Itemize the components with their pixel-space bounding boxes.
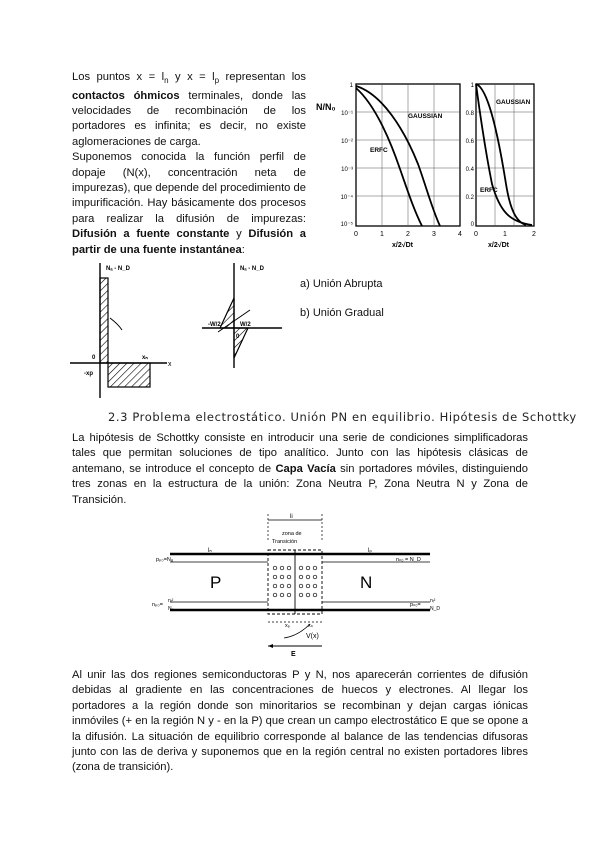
sub-p: p [214,76,220,86]
intro-text: Suponemos conocida la función perfil de dopaje (N(x), concentración neta de impurezas), que depende del procedimiento de impurificación. Hay básicamente dos procesos para realizar la difusión de impurezas: [72,151,306,225]
abrupt-xn: xₙ [142,355,148,361]
schottky-paragraph [72,431,528,508]
tick: 1 [380,231,384,238]
sub-n: n [164,76,169,86]
abrupt-negative-charge [108,363,150,387]
bold-term: Capa Vacía [275,462,336,475]
schottky-text: La hipótesis de Schottky consiste en introducir una serie de condiciones simplificadoras tales que permitan soluciones de tipo analítico. Junto con las hipótesis clásicas de antemano, se introduce el concepto de [72,432,528,475]
zone-label: zona de [282,531,302,537]
left-bottom-num: nᵢ² [168,598,174,604]
width-label: li [290,514,293,520]
gradual-zero: 0 [236,334,240,340]
gradual-axis-y: Nₐ - N_D [240,266,264,272]
pn-junction-diagram [148,510,448,660]
tick: 1 [349,83,353,89]
left-bottom-label: nₚ₀= [152,602,163,608]
abrupt-arrow [110,318,122,330]
tick: 0.6 [465,139,474,145]
abrupt-xp: -xp [84,371,93,377]
tick: 4 [458,231,462,238]
tick: 1 [503,231,507,238]
tick: 1 [470,83,474,89]
lp-label: lₙ [208,548,212,554]
intro-paragraph [72,70,306,258]
v-label: V(x) [306,633,319,640]
region-p: P [210,573,222,592]
intro-text: representan los [219,71,306,83]
right-curve-label: GAUSSIAN [496,99,531,106]
bold-term: contactos óhmicos [72,89,180,102]
bold-term: Difusión a partir de una fuente instantánea [72,228,307,256]
tick: 0.8 [465,111,474,117]
gradual-right-mark: W/2 [240,322,251,328]
right-top-label: nₙ₀ = N_D [396,557,421,563]
left-x-ticks [354,231,462,238]
tick: 10⁻² [341,139,353,145]
e-label: E [291,651,296,658]
gradual-positive-charge [220,298,234,328]
abrupt-positive-charge [100,278,108,363]
tick: 2 [406,231,410,238]
left-y-label: N/N₀ [316,102,336,112]
legend-gradual: b) Unión Gradual [300,307,384,319]
intro-text: y x = l [168,71,215,83]
right-bottom-label: pₙ₀= [410,602,421,608]
left-gaussian-curve [356,86,440,226]
junction-profiles [62,258,292,408]
abrupt-axis-x: x [168,361,172,368]
right-bottom-num: nᵢ² [430,598,436,604]
intro-text: Los puntos x = l [72,71,165,83]
left-x-label: x/2√Dt [392,242,413,249]
tick: 10⁻⁵ [340,222,353,228]
left-erfc-curve [356,88,422,226]
field-arrowhead [268,644,273,648]
right-x-ticks [474,231,536,238]
tick: 10⁻⁴ [340,195,353,201]
tick: 0 [470,222,474,228]
zone-label: Transición [272,539,298,545]
final-paragraph: Al unir las dos regiones semiconductoras P y N, nos aparecerán corrientes de difusión debidas al gradiente en las concentraciones de huecos y electrones. Al llegar los portadores a la región donde son minoritarios se recombinan y dejan cargas iónicas inmóviles (+ en la región N y - en la P) que crean un campo electrostático E que se opone a la difusión. La situación de equilibrio corresponde al balance de las tendencias difusoras junto con las de deriva y suponemos que en la región central no existen portadores libres (zona de transición). [72,669,528,774]
xn-label: xₙ [308,623,313,629]
tick: 0.4 [465,167,474,173]
intro-text: terminales, donde las velocidades de recombinación de los portadores es infinita; es decir, no existe aglomeraciones de carga. [72,89,307,148]
tick: 10⁻¹ [341,111,353,117]
tick: 10⁻³ [341,167,353,173]
tick: 0.2 [465,195,474,201]
schottky-text: sin portadores móviles, distinguiendo tres zonas en la estructura de la unión: Zona Neutra P, Zona Neutra N y Zona de Transición. [72,462,528,506]
bold-term: Difusión a fuente constante [72,228,230,241]
intro-text: : [241,243,245,256]
left-curve-label: ERFC [370,147,388,154]
diffusion-graphs [312,74,542,250]
region-n: N [360,573,373,592]
section-heading: 2.3 Problema electrostático. Unión PN en equilibrio. Hipótesis de Schottky [108,410,577,424]
gradual-left-mark: -W/2 [208,322,221,328]
abrupt-axis-y: Nₐ - N_D [106,266,130,272]
right-bottom-den: N_D [430,606,441,612]
left-top-label: pₚ₀=Nₐ [156,557,173,563]
left-curve-label: GAUSSIAN [408,113,443,120]
left-bottom-den: Nₐ [168,606,174,612]
right-y-ticks [466,83,475,228]
legend-abrupt: a) Unión Abrupta [300,278,383,290]
tick: 0 [474,231,478,238]
abrupt-zero: 0 [92,355,96,361]
ln-label: lₚ [368,548,372,554]
right-curve-label: ERFC [480,187,498,194]
tick: 3 [432,231,436,238]
intro-text: y [229,228,249,241]
gradual-negative-charge [234,328,248,358]
xp-label: xₚ [285,623,291,629]
right-x-label: x/2√Dt [488,242,509,249]
tick: 2 [532,231,536,238]
left-y-ticks [341,83,354,228]
tick: 0 [354,231,358,238]
